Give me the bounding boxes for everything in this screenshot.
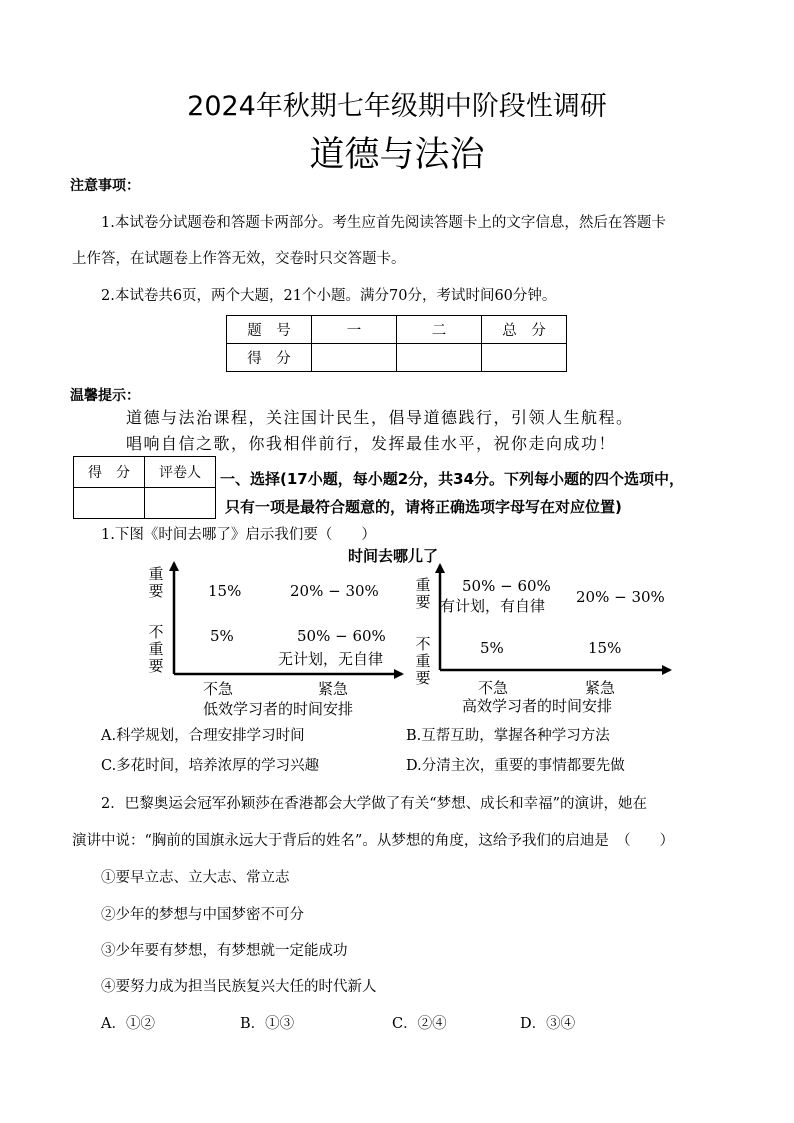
q1-option-d[interactable]: D.分清主次，重要的事情都要先做 — [406, 758, 625, 774]
score-header-part1: 一 — [312, 316, 397, 344]
right-annotation: 有计划，有自律 — [440, 597, 546, 615]
left-cell-unimportant-not-urgent: 5% — [210, 627, 234, 645]
tips-line2: 唱响自信之歌，你我相伴前行，发挥最佳水平，祝你走向成功！ — [126, 434, 617, 453]
q2-stem-line2: 演讲中说：“胸前的国旗永远大于背后的姓名”。从梦想的角度，这给予我们的启迪是 （ ） — [72, 833, 675, 849]
right-cell-important-urgent: 20% − 30% — [576, 588, 665, 606]
right-cell-unimportant-urgent: 15% — [588, 639, 622, 657]
tips-line1: 道德与法治课程，关注国计民生，倡导道德践行，引领人生航程。 — [126, 408, 634, 427]
notice-heading: 注意事项： — [70, 178, 140, 194]
q2-option-c[interactable]: C．②④ — [392, 1016, 447, 1032]
left-y-label-unimportant: 不重要 — [148, 623, 164, 675]
left-panel-caption: 低效学习者的时间安排 — [203, 700, 354, 718]
q1-option-c[interactable]: C.多花时间，培养浓厚的学习兴趣 — [101, 758, 320, 774]
grader-person-label: 评卷人 — [145, 457, 216, 488]
right-panel-caption: 高效学习者的时间安排 — [462, 697, 613, 715]
q2-option-a[interactable]: A．①② — [101, 1016, 155, 1032]
right-cell-important-not-urgent: 50% − 60% — [462, 577, 551, 595]
left-cell-important-urgent: 20% − 30% — [290, 582, 379, 600]
q2-option-d[interactable]: D．③④ — [520, 1016, 576, 1032]
right-y-label-unimportant: 不重要 — [415, 635, 431, 687]
score-header-total: 总 分 — [482, 316, 567, 344]
right-y-label-important: 重要 — [415, 576, 431, 611]
left-x-label-not-urgent: 不急 — [203, 680, 234, 698]
right-x-label-urgent: 紧急 — [585, 679, 616, 697]
q2-item-1: ①要早立志、立大志、常立志 — [101, 870, 290, 886]
left-y-label-important: 重要 — [148, 565, 164, 600]
right-x-label-not-urgent: 不急 — [478, 679, 509, 697]
q2-item-2: ②少年的梦想与中国梦密不可分 — [101, 907, 304, 923]
score-header-question: 题 号 — [227, 316, 312, 344]
chart-title: 时间去哪儿了 — [348, 547, 439, 565]
section1-line2: 只有一项是最符合题意的，请将正确选项字母写在对应位置) — [225, 498, 622, 516]
q1-option-b[interactable]: B.互帮互助，掌握各种学习方法 — [406, 728, 610, 744]
subject-title: 道德与法治 — [309, 135, 485, 175]
left-cell-important-not-urgent: 15% — [208, 582, 242, 600]
notice-item1-line2: 上作答，在试题卷上作答无效，交卷时只交答题卡。 — [72, 251, 406, 267]
q2-option-b[interactable]: B．①③ — [240, 1016, 295, 1032]
page-title: 2024年秋期七年级期中阶段性调研 — [187, 91, 607, 122]
grader-score-label: 得 分 — [74, 457, 145, 488]
score-row-label: 得 分 — [227, 344, 312, 372]
score-header-part2: 二 — [397, 316, 482, 344]
left-annotation: 无计划，无自律 — [278, 650, 384, 668]
notice-item1-line1: 1.本试卷分试题卷和答题卡两部分。考生应首先阅读答题卡上的文字信息，然后在答题卡 — [101, 215, 666, 231]
right-cell-unimportant-not-urgent: 5% — [480, 639, 504, 657]
section1-line1: 一、选择(17小题，每小题2分，共34分。下列每小题的四个选项中， — [220, 470, 685, 488]
tips-heading: 温馨提示： — [70, 388, 140, 404]
left-x-label-urgent: 紧急 — [318, 680, 349, 698]
q1-stem: 1.下图《时间去哪了》启示我们要（ ） — [101, 527, 376, 543]
q2-item-4: ④要努力成为担当民族复兴大任的时代新人 — [101, 979, 377, 995]
notice-item2: 2.本试卷共6页，两个大题，21个小题。满分70分，考试时间60分钟。 — [101, 288, 557, 304]
q1-option-a[interactable]: A.科学规划，合理安排学习时间 — [101, 728, 305, 744]
q2-stem-line1: 2．巴黎奥运会冠军孙颖莎在香港都会大学做了有关“梦想、成长和幸福”的演讲，她在 — [101, 796, 648, 812]
left-cell-unimportant-urgent: 50% − 60% — [297, 627, 386, 645]
q2-item-3: ③少年要有梦想，有梦想就一定能成功 — [101, 943, 348, 959]
